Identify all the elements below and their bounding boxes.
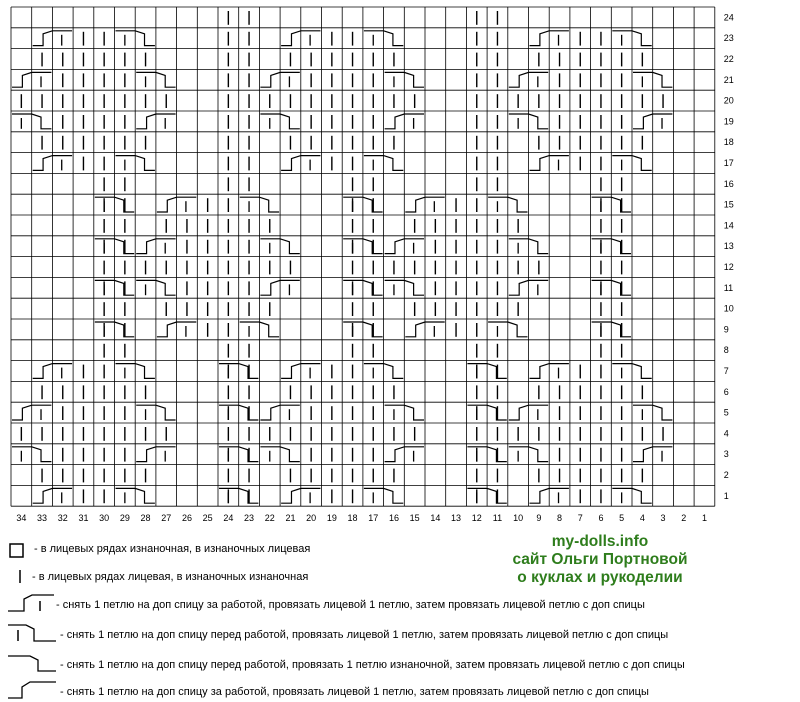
column-label: 12 xyxy=(471,513,482,524)
row-label: 16 xyxy=(723,178,734,189)
column-label: 22 xyxy=(264,513,275,524)
row-label: 21 xyxy=(723,74,734,85)
column-label: 19 xyxy=(326,513,337,524)
row-label: 2 xyxy=(723,470,729,480)
row-label: 13 xyxy=(723,241,734,252)
column-label: 6 xyxy=(598,513,604,524)
row-label: 11 xyxy=(723,282,734,293)
legend-text: - снять 1 петлю на доп спицу за работой, провязать лицевой 1 петлю, затем провязать лицевой петлю с доп спицы xyxy=(60,686,649,698)
row-label: 15 xyxy=(723,199,734,210)
column-label: 32 xyxy=(57,513,68,524)
column-label: 9 xyxy=(536,513,542,524)
row-label: 20 xyxy=(723,95,734,106)
row-label: 8 xyxy=(723,345,729,356)
row-label: 12 xyxy=(723,262,734,272)
column-label: 20 xyxy=(306,513,317,524)
column-label: 5 xyxy=(619,513,625,524)
site-url: my-dolls.info xyxy=(551,533,649,550)
row-label: 1 xyxy=(723,490,729,501)
column-label: 28 xyxy=(140,513,151,524)
cable-front-knit-icon xyxy=(4,622,56,646)
cable-back-purl-icon xyxy=(4,678,56,702)
legend-text: - снять 1 петлю на доп спицу перед работой, провязать лицевой 1 петлю, затем провязать лицевой петлю с доп спицы xyxy=(60,629,669,641)
row-label: 17 xyxy=(723,158,734,168)
legend-text: - снять 1 петлю на доп спицу перед работой, провязать 1 петлю изнаночной, затем провязать лицевой петлю с доп спицы xyxy=(60,659,685,671)
row-label: 6 xyxy=(723,386,729,397)
column-label: 7 xyxy=(577,513,583,524)
legend-text: - снять 1 петлю на доп спицу за работой, провязать лицевой 1 петлю, затем провязать лицевой петлю с доп спицы xyxy=(56,599,645,611)
column-label: 24 xyxy=(223,513,234,524)
cable-back-knit-icon xyxy=(4,592,56,616)
column-label: 14 xyxy=(430,513,441,524)
column-label: 23 xyxy=(244,513,255,524)
column-label: 25 xyxy=(202,513,213,524)
column-label: 8 xyxy=(557,513,563,524)
site-tagline: о куклах и рукоделии xyxy=(517,569,683,586)
column-label: 21 xyxy=(285,513,296,524)
row-label: 7 xyxy=(723,366,729,376)
cable-front-purl-icon xyxy=(4,651,56,675)
column-label: 4 xyxy=(639,513,645,524)
column-label: 30 xyxy=(99,513,110,524)
column-label: 15 xyxy=(409,513,420,524)
column-label: 29 xyxy=(119,513,130,524)
column-label: 17 xyxy=(368,513,379,524)
row-label: 9 xyxy=(723,324,729,335)
column-label: 18 xyxy=(347,513,358,524)
row-label: 4 xyxy=(723,428,729,439)
column-label: 2 xyxy=(681,513,687,524)
column-label: 26 xyxy=(181,513,192,524)
column-label: 10 xyxy=(513,513,524,524)
row-label: 23 xyxy=(723,33,734,44)
row-labels xyxy=(724,12,734,500)
legend-text: - в лицевых рядах изнаночная, в изнаночных лицевая xyxy=(34,543,311,555)
site-author: сайт Ольги Портновой xyxy=(512,551,688,568)
column-label: 31 xyxy=(78,513,89,524)
row-label: 19 xyxy=(723,116,734,127)
row-label: 3 xyxy=(723,449,729,460)
column-label: 16 xyxy=(388,513,399,524)
legend-text: - в лицевых рядах лицевая, в изнаночных изнаночная xyxy=(32,571,309,583)
column-label: 27 xyxy=(161,513,172,524)
row-label: 18 xyxy=(723,137,734,148)
chart-grid xyxy=(11,7,715,506)
column-label: 3 xyxy=(660,513,666,524)
column-labels xyxy=(16,513,707,523)
column-label: 33 xyxy=(37,513,48,524)
row-label: 24 xyxy=(723,12,734,23)
column-label: 34 xyxy=(16,513,27,524)
site-credit xyxy=(470,533,730,587)
column-label: 1 xyxy=(701,513,707,524)
row-label: 5 xyxy=(723,407,729,418)
column-label: 13 xyxy=(451,513,462,524)
row-label: 22 xyxy=(723,54,734,64)
row-label: 14 xyxy=(723,220,734,231)
column-label: 11 xyxy=(492,513,503,524)
row-label: 10 xyxy=(723,303,734,314)
